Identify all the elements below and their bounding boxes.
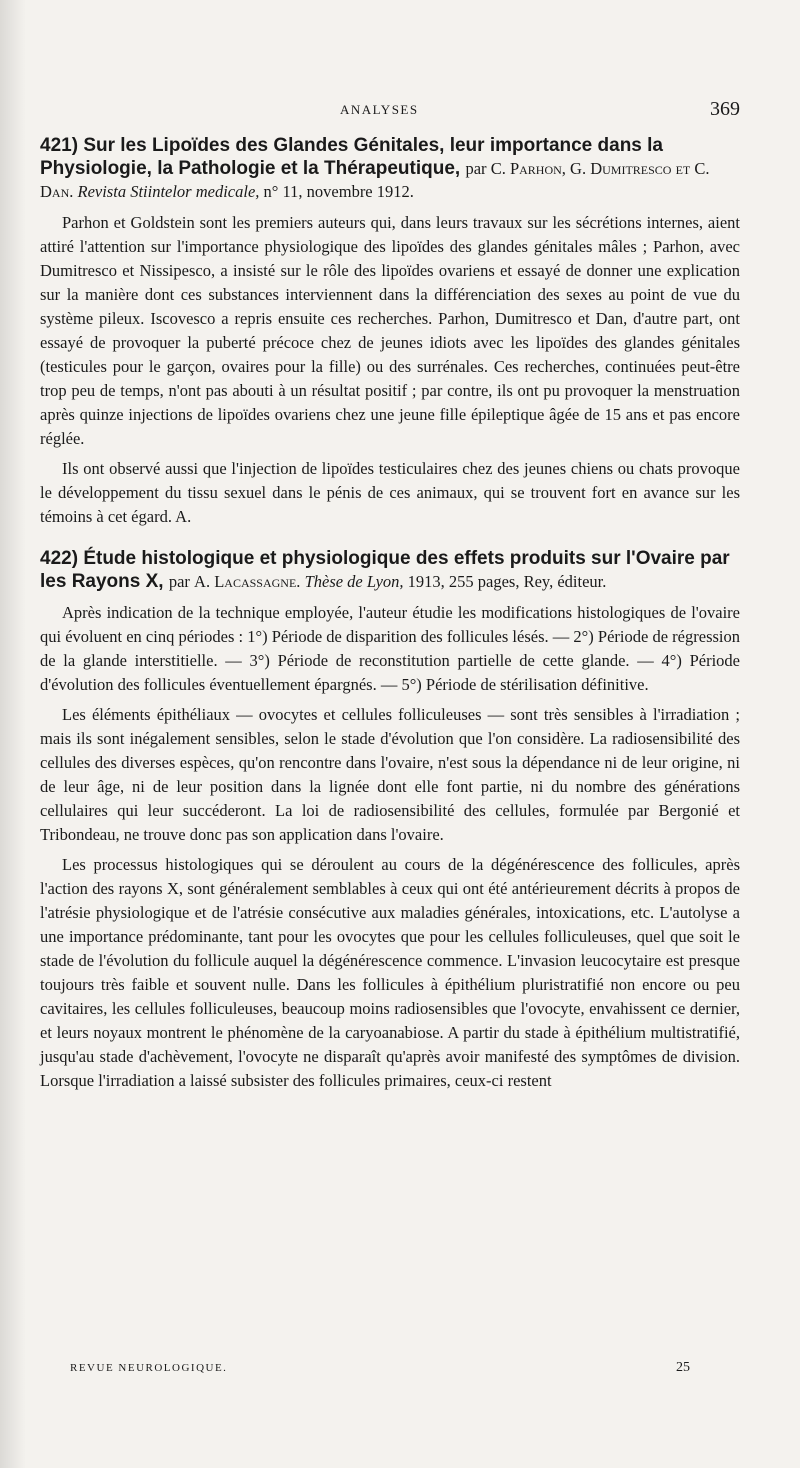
- article-number: 421): [40, 135, 79, 156]
- article-421-heading: [40, 134, 740, 203]
- footer-journal: REVUE NEUROLOGIQUE.: [70, 1362, 228, 1374]
- paragraph: Après indication de la technique employée, l'auteur étudie les modifications histologiques de l'ovaire qui évoluent en cinq périodes : 1°) Période de disparition des follicules lésés. — 2°) Période de régression de la glande interstitielle. — 3°) Période de reconstitution partielle de cette glande. — 4°) Période d'évolution des follicules éventuellement épargnés. — 5°) Période de stérilisation définitive.: [40, 603, 740, 694]
- by-word: par: [465, 159, 487, 178]
- journal-issue: 1913, 255 pages, Rey, éditeur.: [407, 572, 607, 591]
- article-title: Étude histologique et physiologique des effets produits sur l'Ovaire par les Rayons X,: [40, 548, 730, 592]
- paragraph: Les processus histologiques qui se déroulent au cours de la dégénérescence des follicules, après l'action des rayons X, sont généralement semblables à ceux qui ont été antérieurement décrits à propos de l'atrésie physiologique et de l'atrésie consécutive aux maladies générales, intoxications, etc. L'autolyse a une importance prédominante, tant pour les ovocytes que pour les cellules folliculeuses, quel que soit le stade de l'évolution du follicule auquel la dégénérescence commence. L'invasion leucocytaire est presque toujours très faible et souvent nulle. Dans les follicules à épithélium pluristratifié non encore ou peu cavitaires, les cellules folliculeuses, beaucoup moins radiosensibles que l'ovocyte, envahissent ce dernier, et leurs noyaux montrent le phénomène de la caryoanabiose. A partir du stade à épithélium multistratifié, jusqu'au stade d'achèvement, l'ovocyte ne disparaît qu'après avoir manifesté des symptômes de division. Lorsque l'irradiation a laissé subsister des follicules primaires, ceux-ci restent: [40, 855, 740, 1090]
- journal-name: Revista Stiintelor medicale,: [77, 182, 260, 201]
- article-authors: A. Lacassagne.: [194, 572, 301, 591]
- page-content: [40, 134, 740, 1093]
- article-title: Sur les Lipoïdes des Glandes Génitales, leur importance dans la Physiologie, la Pathologie et la Thérapeutique,: [40, 135, 663, 179]
- signature-mark: 25: [676, 1360, 690, 1375]
- paragraph: Parhon et Goldstein sont les premiers auteurs qui, dans leurs travaux sur les sécrétions internes, aient attiré l'attention sur l'importance physiologique des lipoïdes des glandes génitales mâles ; Parhon, avec Dumitresco et Nissipesco, a insisté sur le rôle des lipoïdes ovariens et essayé de donner une explication sur la manière dont ces substances interviennent dans la différenciation des sexes au point de vue du système pileux. Iscovesco a repris ensuite ces recherches. Parhon, Dumitresco et Dan, d'autre part, ont essayé de provoquer la puberté précoce chez de jeunes idiots avec les lipoïdes des glandes génitales (testicules pour le garçon, ovaires pour la fille) ou des surrénales. Ces recherches, continuées peut-être trop peu de temps, n'ont pas abouti à un résultat positif ; par contre, ils ont pu provoquer la menstruation après quinze injections de lipoïdes ovariens chez une jeune fille épileptique âgée de 15 ans et pas encore réglée.: [40, 213, 740, 448]
- paragraph: Ils ont observé aussi que l'injection de lipoïdes testiculaires chez des jeunes chiens ou chats provoque le développement du tissu sexuel dans le pénis de ces animaux, qui se trouvent fort en avance sur les témoins à cet égard. A.: [40, 459, 740, 526]
- journal-issue: n° 11, novembre 1912.: [263, 182, 414, 201]
- article-422: [40, 547, 740, 1093]
- article-authors: C. Parhon, G. Dumitresco et C. Dan.: [40, 159, 710, 201]
- page-footer: [70, 1362, 690, 1382]
- binding-shadow: [0, 0, 26, 1468]
- article-421: [40, 134, 740, 529]
- by-word: par: [168, 572, 190, 591]
- page-header: [60, 100, 740, 124]
- page-number: 369: [710, 98, 740, 120]
- running-head: ANALYSES: [340, 102, 419, 117]
- journal-name: Thèse de Lyon,: [304, 572, 404, 591]
- byline: [169, 572, 607, 591]
- article-number: 422): [40, 548, 79, 569]
- paragraph: Les éléments épithéliaux — ovocytes et cellules folliculeuses — sont très sensibles à l'irradiation ; mais ils sont inégalement sensibles, selon le stade d'évolution que l'on considère. La radiosensibilité des cellules des diverses espèces, qu'on rencontre dans l'ovaire, n'est sous la dépendance ni de leur origine, ni de leur âge, ni de leur position dans la lignée dont elle font partie, ni du nombre des générations cellulaires qui leur succéderont. La loi de radiosensibilité des cellules, formulée par Bergonié et Tribondeau, ne trouve donc pas son application dans l'ovaire.: [40, 705, 740, 844]
- article-422-heading: [40, 547, 740, 593]
